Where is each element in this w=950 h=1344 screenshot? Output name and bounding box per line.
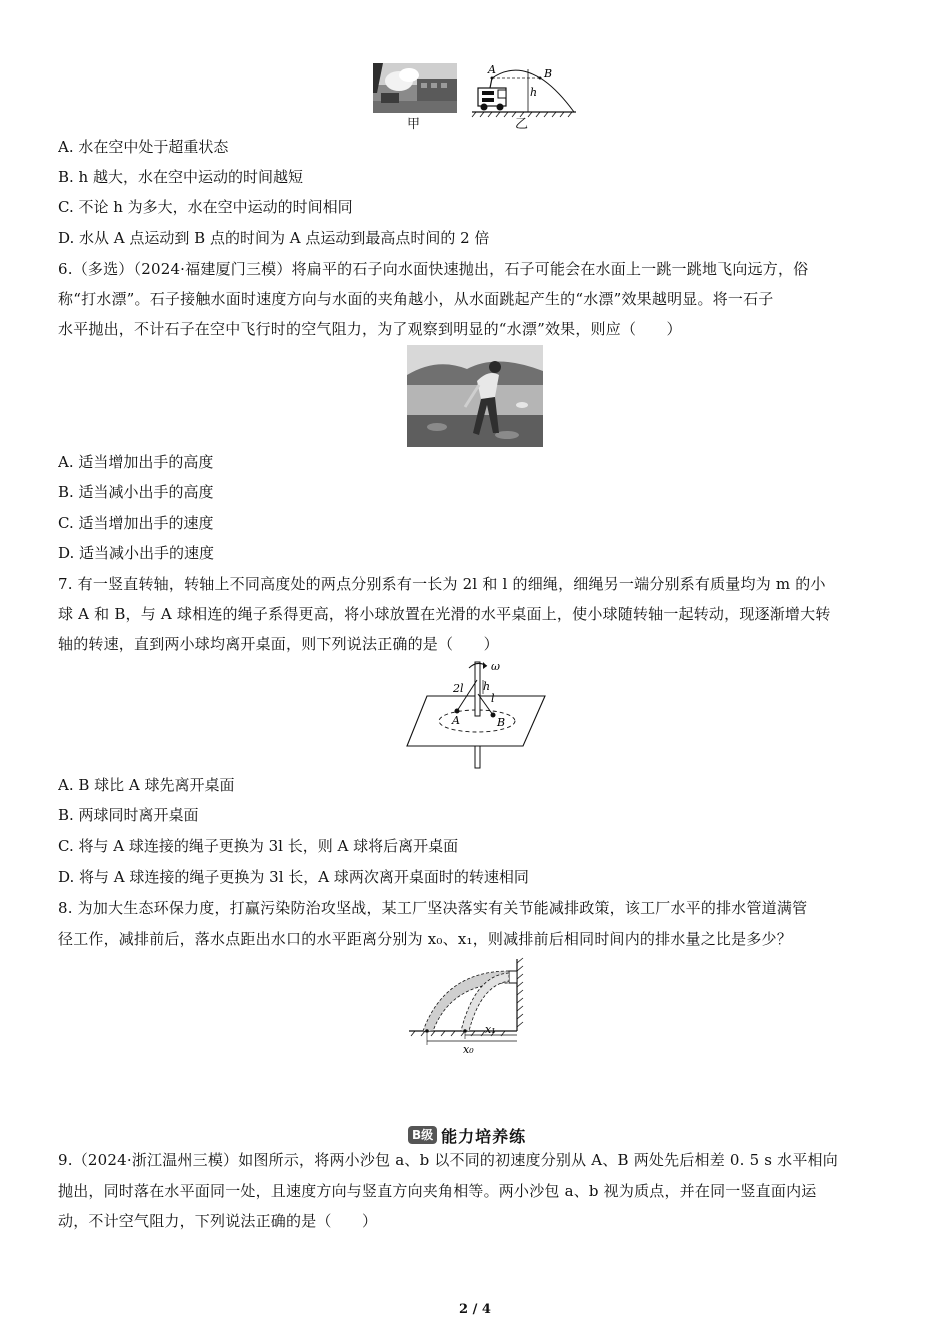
drainage-pipe-diagram (405, 955, 547, 1055)
q5-option-c: C. 不论 h 为多大，水在空中运动的时间相同 (58, 198, 353, 216)
label-a: A (488, 63, 496, 76)
l-label: l (491, 692, 495, 705)
q8-stem-line-2: 径工作，减排前后，落水点距出水口的水平距离分别为 x₀、x₁，则减排前后相同时间内的排水量之比是多少？ (58, 930, 792, 948)
label-h: h (530, 86, 538, 99)
q8-stem-line-1: 8. 为加大生态环保力度，打赢污染防治攻坚战，某工厂坚决落实有关节能减排政策，该工厂水平的排水管道满管 (58, 899, 808, 917)
section-title: 能力培养练 (441, 1126, 527, 1146)
q9-stem-line-3: 动，不计空气阻力，下列说法正确的是（ ） (58, 1212, 378, 1230)
q9-stem-line-2: 抛出，同时落在水平面同一处，且速度方向与竖直方向夹角相等。两小沙包 a、b 视为质点，并在同一竖直面内运 (58, 1182, 817, 1200)
q7-option-c: C. 将与 A 球连接的绳子更换为 3l 长，则 A 球将后离开桌面 (58, 837, 459, 855)
section-header (408, 1124, 526, 1146)
q6-stem-line-2: 称“打水漂”。石子接触水面时速度方向与水面的夹角越小，从水面跳起产生的“水漂”效果越明显。将一石子 (58, 290, 774, 308)
q7-option-a: A. B 球比 A 球先离开桌面 (58, 776, 235, 794)
q6-stem-line-1: 6.（多选）（2024·福建厦门三模）将扁平的石子向水面快速抛出，石子可能会在水面上一跳一跳地飞向远方，俗 (58, 260, 809, 278)
q6-option-b: B. 适当减小出手的高度 (58, 483, 214, 501)
stone-skipping-photo (407, 345, 543, 447)
q7-option-d: D. 将与 A 球连接的绳子更换为 3l 长，A 球两次离开桌面时的转速相同 (58, 868, 529, 886)
q7-stem-line-3: 轴的转速，直到两小球均离开桌面，则下列说法正确的是（ ） (58, 635, 499, 653)
ball-a-label: A (452, 714, 460, 727)
ball-b-label: B (497, 716, 506, 729)
omega-label: ω (491, 660, 500, 673)
q5-option-a: A. 水在空中处于超重状态 (58, 138, 229, 156)
rotating-shaft-diagram (405, 658, 547, 770)
two-l-label: 2l (453, 682, 464, 695)
figure-yi-caption: 乙 (515, 117, 529, 132)
label-b: B (544, 67, 553, 80)
q6-option-d: D. 适当减小出手的速度 (58, 544, 215, 562)
q7-option-b: B. 两球同时离开桌面 (58, 806, 199, 824)
q6-option-c: C. 适当增加出手的速度 (58, 514, 214, 532)
x1-label: x₁ (485, 1023, 496, 1036)
page-number: 2 / 4 (459, 1302, 491, 1317)
q6-stem-line-3: 水平抛出，不计石子在空中飞行时的空气阻力，为了观察到明显的“水漂”效果，则应（ ） (58, 320, 682, 338)
figure-jia-caption: 甲 (407, 117, 421, 132)
q6-option-a: A. 适当增加出手的高度 (58, 453, 214, 471)
fire-truck-photo (373, 63, 457, 113)
fire-truck-trajectory-diagram (470, 60, 582, 120)
q9-stem-line-1: 9.（2024·浙江温州三模）如图所示，将两小沙包 a、b 以不同的初速度分别从 A、B 两处先后相差 0. 5 s 水平相向 (58, 1151, 838, 1169)
q7-stem-line-1: 7. 有一竖直转轴，转轴上不同高度处的两点分别系有一长为 2l 和 l 的细绳，细绳另一端分别系有质量均为 m 的小 (58, 575, 826, 593)
q5-option-d: D. 水从 A 点运动到 B 点的时间为 A 点运动到最高点时间的 2 倍 (58, 229, 490, 247)
q5-option-b: B. h 越大，水在空中运动的时间越短 (58, 168, 303, 186)
h-label: h (483, 680, 491, 693)
section-badge: B级 (408, 1126, 437, 1144)
q7-stem-line-2: 球 A 和 B，与 A 球相连的绳子系得更高，将小球放置在光滑的水平桌面上，使小球随转轴一起转动，现逐渐增大转 (58, 605, 831, 623)
x0-label: x₀ (463, 1043, 474, 1055)
